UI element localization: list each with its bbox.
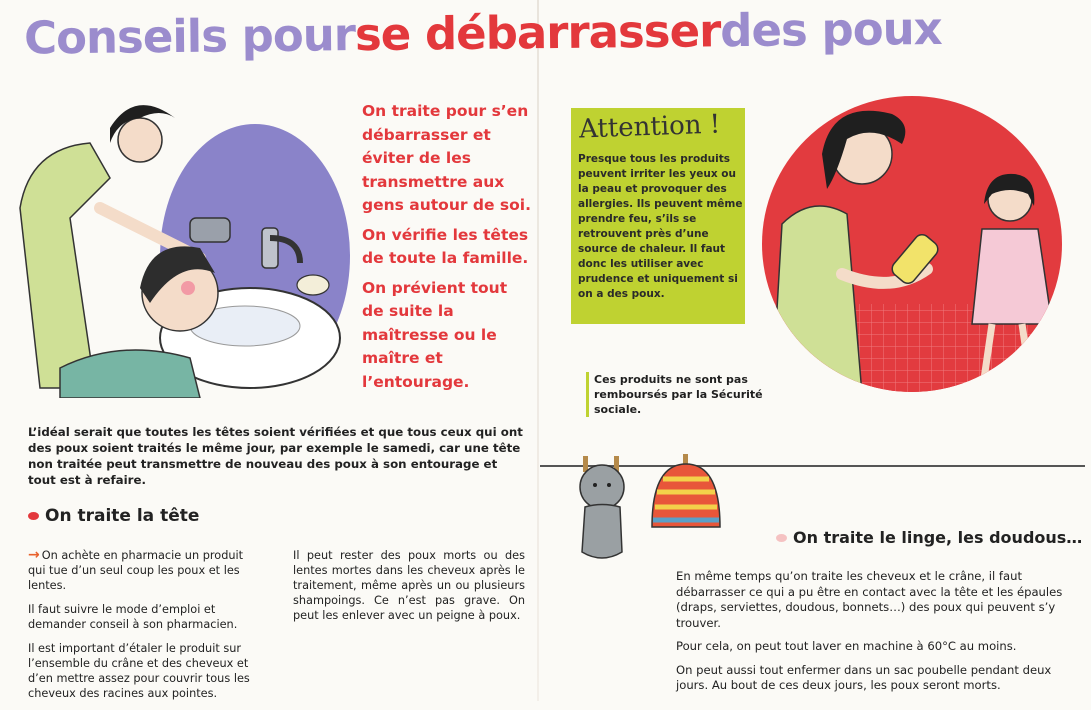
pink-dot-icon: [776, 534, 787, 542]
lice-comb: [190, 218, 230, 242]
page-gutter: [537, 0, 539, 701]
red-dot-icon: [28, 512, 39, 520]
head-paragraph-1: [28, 548, 262, 593]
linge-paragraph-2: Pour cela, on peut tout laver en machine à 60°C au moins.: [676, 639, 1017, 653]
section-title-head-text: On traite la tête: [45, 506, 200, 526]
child-cheek: [181, 281, 195, 295]
hair-washing-illustration: [0, 88, 350, 398]
statement-warn-school: On prévient tout de suite la maîtresse ou le maître et l’entourage.: [362, 278, 508, 391]
mother-face: [118, 118, 162, 162]
attention-text: Presque tous les produits peuvent irriter les yeux ou la peau et provoquer des allergies. Ils peuvent même prendre feu, s’ils se retrouvent près d’une source de chaleur. Il faut donc les utiliser avec prudence et uniquement si on a des poux.: [578, 153, 743, 300]
faucet: [262, 228, 278, 268]
title-part-1: Conseils pour: [23, 8, 356, 65]
reimbursement-note: Ces produits ne sont pas remboursés par la Sécurité sociale.: [586, 372, 804, 417]
section-title-head: [28, 506, 199, 526]
attention-box: [571, 108, 745, 324]
intro-paragraph: L’idéal serait que toutes les têtes soient vérifiées et que tous ceux qui ont des poux soient traités le même jour, par exemple le samedi, car une tête non traitée peut transmettre de nouveau des poux à son entourage et tout est à refaire.: [28, 425, 523, 487]
girl-dress: [972, 229, 1052, 324]
statement-treat: On traite pour s’en débarrasser et éviter de les transmettre aux gens autour de soi.: [362, 102, 531, 214]
soap: [297, 275, 329, 295]
head-paragraph-3: Il est important d’étaler le produit sur l’ensemble du crâne et des cheveux et d’en mettre assez pour couvrir tous les cheveux des racines aux pointes.: [28, 642, 250, 700]
clothesline-illustration: [560, 452, 730, 582]
head-paragraph-2: Il faut suivre le mode d’emploi et demander conseil à son pharmacien.: [28, 603, 238, 631]
mother-dress-right: [772, 206, 862, 394]
head-column-2: [293, 548, 525, 632]
teddy-head: [580, 465, 624, 509]
teddy-body: [582, 505, 622, 559]
section-title-linge: [776, 528, 1082, 547]
statement-check-family: On vérifie les têtes de toute la famille.: [362, 225, 529, 267]
teddy-eye-right: [607, 483, 611, 487]
teddy-eye-left: [593, 483, 597, 487]
head-paragraph-1-text: On achète en pharmacie un produit qui tue d’un seul coup les poux et les lentes.: [28, 549, 244, 592]
attention-title: Attention !: [578, 109, 721, 145]
head-paragraph-4: Il peut rester des poux morts ou des lentes mortes dans les cheveux après le traitement, même après un ou plusieurs shampoings. Ce n’est pas grave. On peut les enlever avec un peigne à poux.: [293, 549, 525, 622]
head-column-1: [28, 548, 262, 710]
linge-paragraph-1: En même temps qu’on traite les cheveux et le crâne, il faut débarrasser ce qui a pu être en contact avec la tête et les épaules (draps, serviettes, doudous, bonnets…) des poux qui peuvent s’y trouver.: [676, 569, 1063, 630]
page-title: [24, 0, 1084, 64]
title-part-3: des poux: [719, 1, 942, 58]
mother-dress: [20, 143, 110, 388]
clothespin-1: [583, 456, 588, 472]
section-title-linge-text: On traite le linge, les doudous…: [793, 528, 1083, 547]
arrow-right-icon: →: [28, 547, 40, 563]
product-application-illustration: [752, 94, 1087, 394]
title-part-2: se débarrasser: [354, 4, 721, 62]
linge-paragraph-3: On peut aussi tout enfermer dans un sac poubelle pendant deux jours. Au bout de ces deux jours, les poux seront morts.: [676, 662, 1052, 692]
key-statements: [362, 100, 532, 400]
linge-text: [676, 569, 1066, 702]
